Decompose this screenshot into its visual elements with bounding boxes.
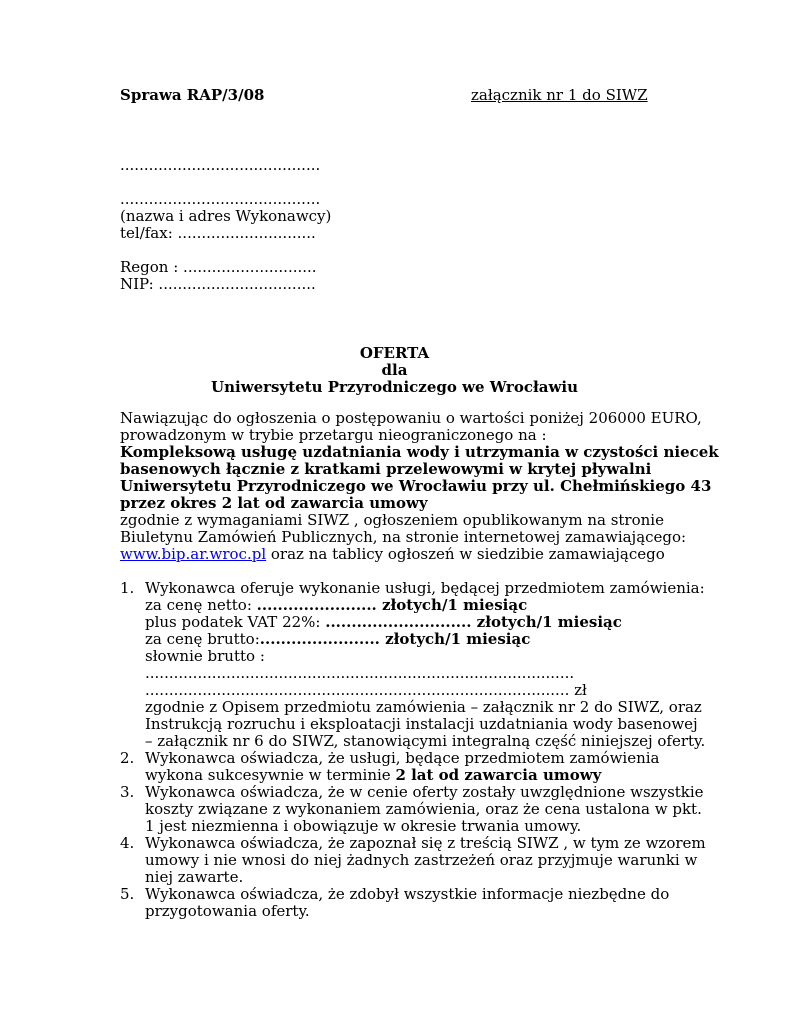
contractor-dots-1: .......................................... <box>120 156 321 174</box>
term-label: wykona sukcesywnie w terminie <box>145 766 396 784</box>
intro-line: prowadzonym w trybie przetargu nieograniczonego na : <box>120 426 547 444</box>
net-price-line <box>145 597 705 614</box>
subject-line: przez okres 2 lat od zawarcia umowy <box>120 494 428 512</box>
list-item-body <box>145 835 706 886</box>
list-item-body <box>145 580 705 750</box>
title-oferta: OFERTA <box>359 344 430 362</box>
intro-line: Nawiązując do ogłoszenia o postępowaniu o wartości poniżej 206000 EURO, <box>120 409 702 427</box>
list-item-body <box>145 750 659 784</box>
contractor-telfax: tel/fax: ............................. <box>120 224 316 242</box>
item-text <box>145 767 659 784</box>
subject-line: Uniwersytetu Przyrodniczego we Wrocławiu przy ul. Chełmińskiego 43 <box>120 477 712 495</box>
item-text: Wykonawca oświadcza, że zapoznał się z treścią SIWZ , w tym ze wzorem <box>145 834 706 852</box>
list-number: 5. <box>120 885 135 903</box>
contractor-dots-2: .......................................... <box>120 190 321 208</box>
intro-line: Biuletynu Zamówień Publicznych, na stronie internetowej zamawiającego: <box>120 528 687 546</box>
item-text: zgodnie z Opisem przedmiotu zamówienia – załącznik nr 2 do SIWZ, oraz <box>145 698 702 716</box>
case-reference: Sprawa RAP/3/08 <box>120 86 265 104</box>
words-dots-2: ......................................................................................... zł <box>145 681 587 699</box>
attachment-label: załącznik nr 1 do SIWZ <box>471 86 648 104</box>
intro-paragraph <box>120 410 719 563</box>
bip-link[interactable]: www.bip.ar.wroc.pl <box>120 545 267 563</box>
title-university: Uniwersytetu Przyrodniczego we Wrocławiu <box>211 378 578 396</box>
item-text: Instrukcją rozruchu i eksploatacji instalacji uzdatniania wody basenowej <box>145 715 698 733</box>
gross-price-label: za cenę brutto: <box>145 630 260 648</box>
list-number: 3. <box>120 783 135 801</box>
vat-value: ............................ złotych/1 miesiąc <box>325 613 622 631</box>
net-price-label: za cenę netto: <box>145 596 257 614</box>
item-text: koszty związane z wykonaniem zamówienia, oraz że cena ustalona w pkt. <box>145 800 702 818</box>
list-item-body <box>145 784 704 835</box>
list-number: 1. <box>120 579 135 597</box>
words-label: słownie brutto : <box>145 647 265 665</box>
item-text: 1 jest niezmienna i obowiązuje w okresie trwania umowy. <box>145 817 582 835</box>
list-item-body <box>145 886 669 920</box>
intro-line: zgodnie z wymaganiami SIWZ , ogłoszeniem opublikowanym na stronie <box>120 511 664 529</box>
list-number: 4. <box>120 834 135 852</box>
subject-line: Kompleksową usługę uzdatniania wody i utrzymania w czystości niecek <box>120 443 719 461</box>
item-text: Wykonawca oświadcza, że w cenie oferty zostały uwzględnione wszystkie <box>145 783 704 801</box>
item-text: przygotowania oferty. <box>145 902 310 920</box>
item-text: niej zawarte. <box>145 868 244 886</box>
term-value: 2 lat od zawarcia umowy <box>395 766 602 784</box>
intro-line-with-link <box>120 546 719 563</box>
contractor-nip: NIP: ................................. <box>120 275 316 293</box>
gross-price-value: ....................... złotych/1 miesiąc <box>259 630 531 648</box>
item-text: Wykonawca oświadcza, że usługi, będące przedmiotem zamówienia <box>145 749 660 767</box>
item-text: – załącznik nr 6 do SIWZ, stanowiącymi integralną część niniejszej oferty. <box>145 732 706 750</box>
item-text: Wykonawca oferuje wykonanie usługi, będącej przedmiotem zamówienia: <box>145 579 705 597</box>
intro-line-rest: oraz na tablicy ogłoszeń w siedzibie zamawiającego <box>266 545 665 563</box>
list-number: 2. <box>120 749 135 767</box>
item-text: Wykonawca oświadcza, że zdobył wszystkie informacje niezbędne do <box>145 885 670 903</box>
contractor-regon: Regon : ............................ <box>120 258 317 276</box>
vat-line <box>145 614 705 631</box>
item-text: umowy i nie wnosi do niej żadnych zastrzeżeń oraz przyjmuje warunki w <box>145 851 698 869</box>
net-price-value: ....................... złotych/1 miesiąc <box>256 596 528 614</box>
title-dla: dla <box>381 361 408 379</box>
subject-line: basenowych łącznie z kratkami przelewowymi w krytej pływalni <box>120 460 652 478</box>
words-dots-1: .......................................................................................... <box>145 664 575 682</box>
gross-price-line <box>145 631 705 648</box>
contractor-name-label: (nazwa i adres Wykonawcy) <box>120 207 332 225</box>
vat-label: plus podatek VAT 22%: <box>145 613 326 631</box>
